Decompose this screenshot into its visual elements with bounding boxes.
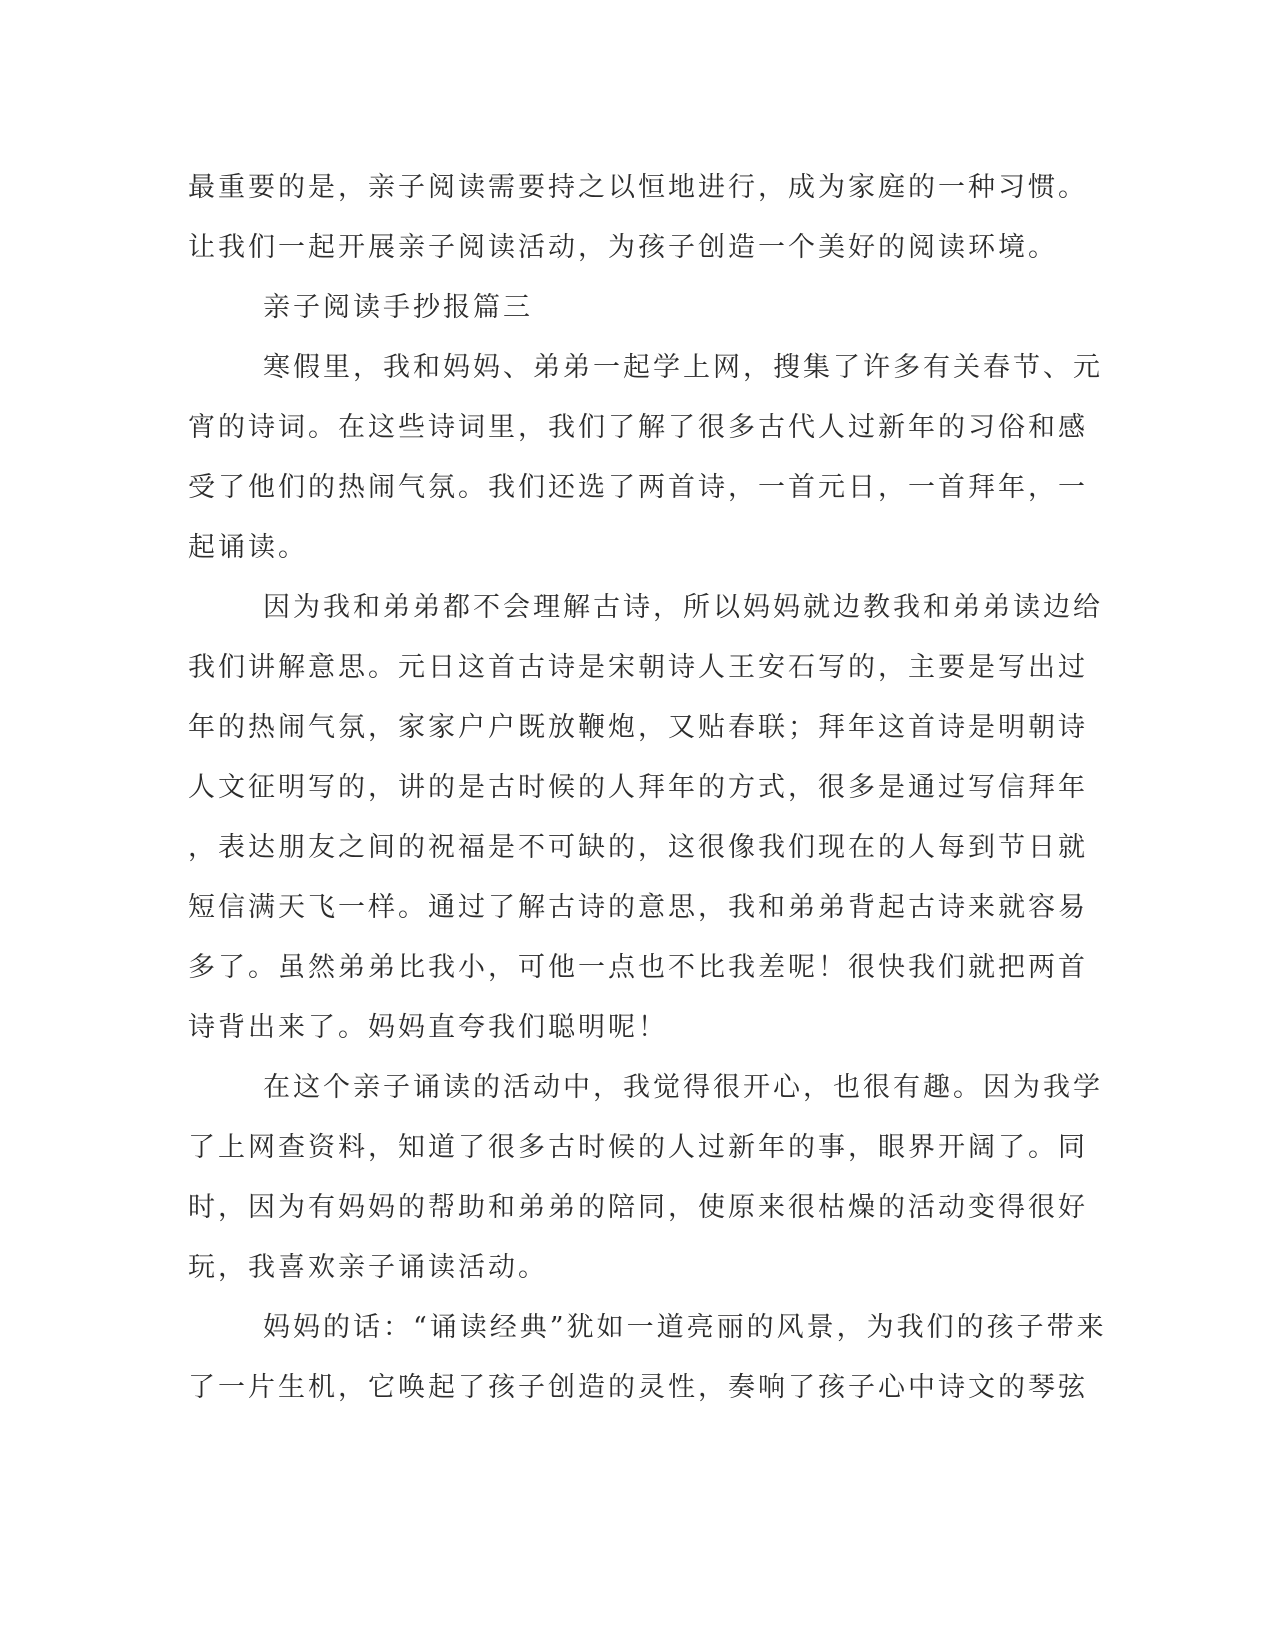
text-line: ，表达朋友之间的祝福是不可缺的，这很像我们现在的人每到节日就 (188, 832, 1088, 863)
text-line: 寒假里，我和妈妈、弟弟一起学上网，搜集了许多有关春节、元 (263, 352, 1103, 383)
text-line: 让我们一起开展亲子阅读活动，为孩子创造一个美好的阅读环境。 (188, 232, 1058, 263)
text-line: 时，因为有妈妈的帮助和弟弟的陪同，使原来很枯燥的活动变得很好 (188, 1192, 1088, 1223)
text-line: 因为我和弟弟都不会理解古诗，所以妈妈就边教我和弟弟读边给 (263, 592, 1103, 623)
text-line: 在这个亲子诵读的活动中，我觉得很开心，也很有趣。因为我学 (263, 1072, 1103, 1103)
text-line: 短信满天飞一样。通过了解古诗的意思，我和弟弟背起古诗来就容易 (188, 892, 1088, 923)
text-line: 最重要的是，亲子阅读需要持之以恒地进行，成为家庭的一种习惯。 (188, 172, 1088, 203)
section-heading: 亲子阅读手抄报篇三 (263, 292, 533, 323)
text-line: 起诵读。 (188, 532, 308, 563)
text-line: 了上网查资料，知道了很多古时候的人过新年的事，眼界开阔了。同 (188, 1132, 1088, 1163)
text-line: 受了他们的热闹气氛。我们还选了两首诗，一首元日，一首拜年，一 (188, 472, 1088, 503)
text-line: 了一片生机，它唤起了孩子创造的灵性，奏响了孩子心中诗文的琴弦 (188, 1372, 1088, 1403)
text-line: 玩，我喜欢亲子诵读活动。 (188, 1252, 548, 1283)
document-body (188, 158, 1107, 1418)
text-line: 多了。虽然弟弟比我小，可他一点也不比我差呢！很快我们就把两首 (188, 952, 1088, 983)
text-line: 诗背出来了。妈妈直夸我们聪明呢！ (188, 1012, 668, 1043)
text-line: 人文征明写的，讲的是古时候的人拜年的方式，很多是通过写信拜年 (188, 772, 1088, 803)
text-line: 妈妈的话：“诵读经典”犹如一道亮丽的风景，为我们的孩子带来 (263, 1312, 1107, 1343)
text-line: 我们讲解意思。元日这首古诗是宋朝诗人王安石写的，主要是写出过 (188, 652, 1088, 683)
text-line: 年的热闹气氛，家家户户既放鞭炮，又贴春联；拜年这首诗是明朝诗 (188, 712, 1088, 743)
text-line: 宵的诗词。在这些诗词里，我们了解了很多古代人过新年的习俗和感 (188, 412, 1088, 443)
